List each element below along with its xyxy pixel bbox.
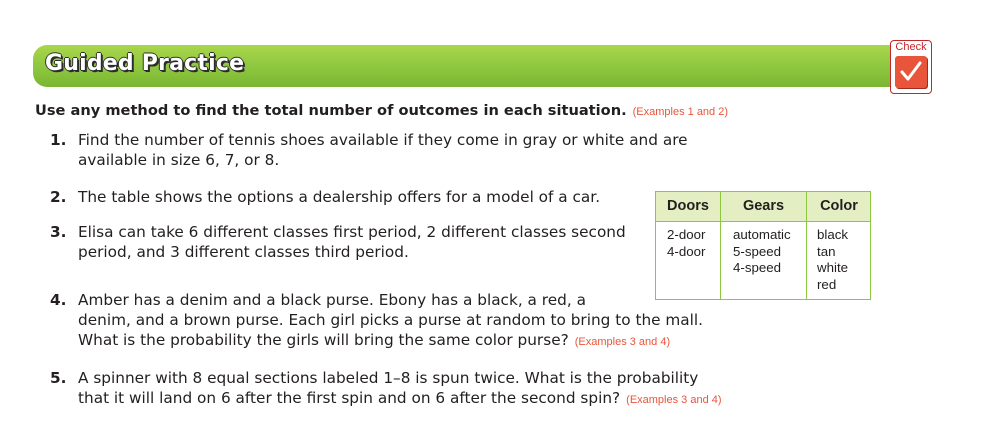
exercise-text: that it will land on 6 after the first spin and on 6 after the second spin? [78,389,621,407]
example-reference: (Examples 3 and 4) [626,394,722,406]
car-options-table [655,191,871,300]
checkmark-icon [895,56,927,88]
exercise-text-line [50,330,703,352]
exercise-3 [50,222,626,262]
table-cell-item: 2-door [667,227,706,242]
exercise-number: 5. [50,369,67,387]
exercise-text-line: Elisa can take 6 different classes first period, 2 different classes second [78,223,626,241]
table-cell-item: red [817,276,837,292]
instruction-text: Use any method to find the total number of outcomes in each situation. [35,102,627,119]
example-reference: (Examples 3 and 4) [574,336,671,348]
exercise-text-line: Find the number of tennis shoes available if they come in gray or white and are [78,131,688,149]
exercise-4 [50,290,703,352]
exercise-number: 1. [50,131,67,149]
table-cell-item: tan [817,243,836,259]
exercise-5 [50,368,722,410]
exercise-number: 3. [50,223,67,241]
exercise-text-line: denim, and a brown purse. Each girl picks a purse at random to bring to the mall. [78,311,704,329]
section-banner [33,45,930,87]
table-cell-item: white [817,260,849,275]
exercise-text-line: A spinner with 8 equal sections labeled 1–8 is spun twice. What is the probability [78,369,699,387]
table-cell-item: 5-speed [733,243,782,259]
exercise-text-line: available in size 6, 7, or 8. [78,151,280,169]
exercise-text-line: The table shows the options a dealership offers for a model of a car. [78,188,601,206]
exercise-text-line: Amber has a denim and a black purse. Ebony has a black, a red, a [78,291,586,309]
table-cell-item: automatic [733,227,791,242]
table-cell-color [817,227,848,293]
table-cell-item: black [817,227,849,242]
check-label: Check [895,41,927,53]
exercise-number: 2. [50,188,67,206]
exercise-1 [50,130,688,170]
table-cell-item: 4-speed [733,260,782,275]
self-check-button[interactable] [890,40,932,94]
exercise-text-line: period, and 3 different classes third period. [78,243,409,261]
exercise-text: What is the probability the girls will bring the same color purse? [78,331,569,349]
table-header-color: Color [820,198,858,214]
instruction [35,102,728,119]
table-cell-gears [733,227,791,277]
table-cell-item: 4-door [667,243,706,259]
exercise-2 [50,187,600,207]
table-header-gears: Gears [742,198,785,214]
table-header-doors: Doors [667,198,709,214]
table-cell-doors [667,227,705,260]
example-reference: (Examples 1 and 2) [632,106,729,118]
exercise-number: 4. [50,291,67,309]
exercise-text-line [50,388,722,410]
section-title: Guided Practice [45,51,245,76]
